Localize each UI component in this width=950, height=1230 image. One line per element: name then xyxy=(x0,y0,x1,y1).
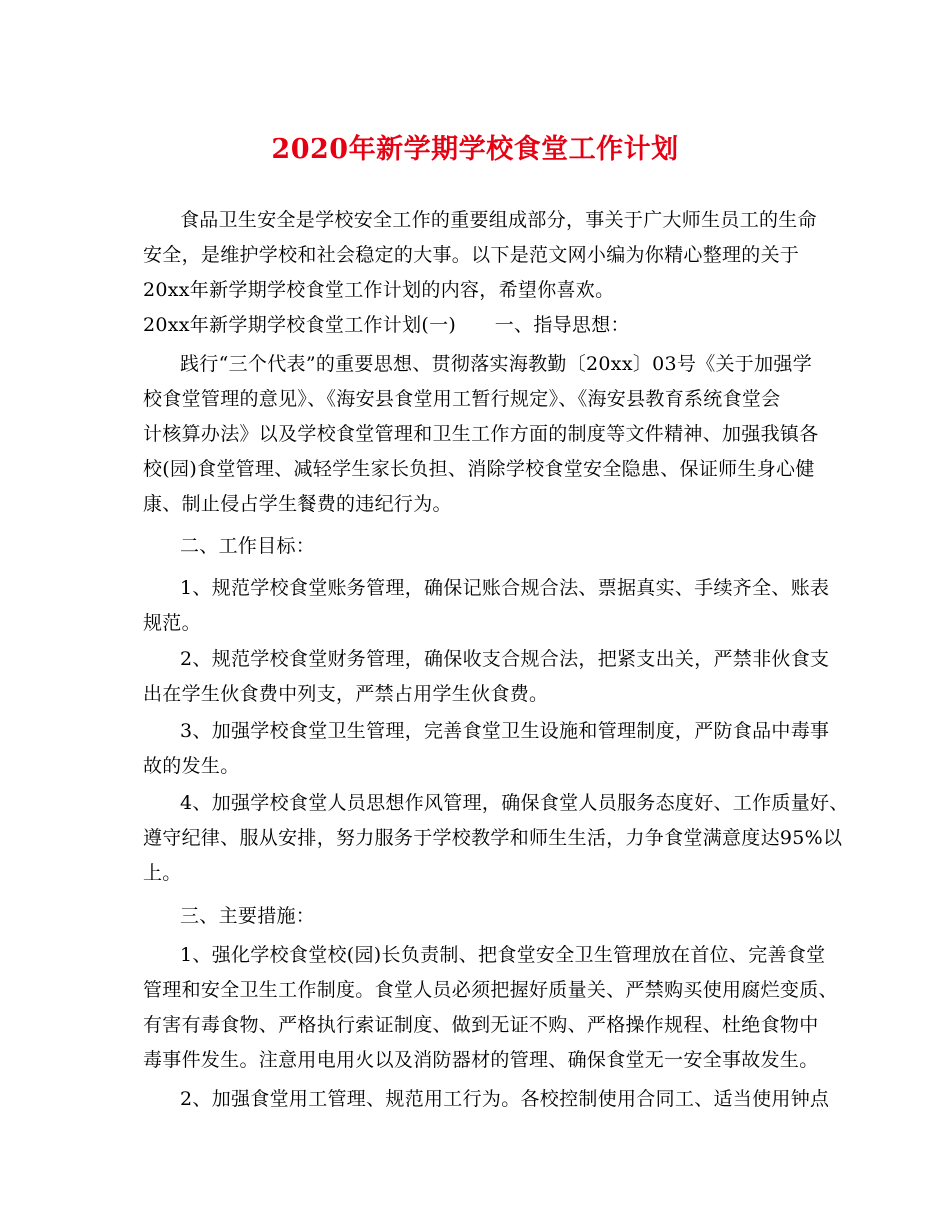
paragraph-line: 有害有毒食物、严格执行索证制度、做到无证不购、严格操作规程、杜绝食物中 xyxy=(143,1014,819,1036)
paragraph-line: 三、主要措施： xyxy=(180,905,316,927)
paragraph-line: 康、制止侵占学生餐费的违纪行为。 xyxy=(143,493,452,515)
document-title: 2020年新学期学校食堂工作计划 xyxy=(271,134,679,165)
paragraph-line: 20xx年新学期学校食堂工作计划(一) 一、指导思想： xyxy=(143,314,630,336)
paragraph-line: 1、强化学校食堂校(园)长负责制、把食堂安全卫生管理放在首位、完善食堂 xyxy=(180,944,826,966)
paragraph-line: 毒事件发生。注意用电用火以及消防器材的管理、确保食堂无一安全事故发生。 xyxy=(143,1049,819,1071)
paragraph-line: 二、工作目标： xyxy=(180,535,316,557)
paragraph-line: 出在学生伙食费中列支，严禁占用学生伙食费。 xyxy=(143,683,549,705)
paragraph-line: 食品卫生安全是学校安全工作的重要组成部分，事关于广大师生员工的生命 xyxy=(180,209,817,231)
paragraph-line: 20xx年新学期学校食堂工作计划的内容，希望你喜欢。 xyxy=(143,279,615,301)
paragraph-line: 校食堂管理的意见》、《海安县食堂用工暂行规定》、《海安县教育系统食堂会 xyxy=(143,388,781,410)
paragraph-line: 管理和安全卫生工作制度。食堂人员必须把握好质量关、严禁购买使用腐烂变质、 xyxy=(143,979,838,1001)
paragraph-line: 校(园)食堂管理、减轻学生家长负担、消除学校食堂安全隐患、保证师生身心健 xyxy=(143,458,815,480)
paragraph-line: 规范。 xyxy=(143,612,201,634)
paragraph-line: 2、加强食堂用工管理、规范用工行为。各校控制使用合同工、适当使用钟点 xyxy=(180,1088,830,1110)
paragraph-line: 计核算办法》以及学校食堂管理和卫生工作方面的制度等文件精神、加强我镇各 xyxy=(143,423,819,445)
paragraph-line: 4、加强学校食堂人员思想作风管理，确保食堂人员服务态度好、工作质量好、 xyxy=(180,792,849,814)
paragraph-line: 安全，是维护学校和社会稳定的大事。以下是范文网小编为你精心整理的关于 xyxy=(143,244,800,266)
paragraph-line: 1、规范学校食堂账务管理，确保记账合规合法、票据真实、手续齐全、账表 xyxy=(180,577,830,599)
paragraph-line: 故的发生。 xyxy=(143,755,240,777)
paragraph-line: 遵守纪律、服从安排，努力服务于学校教学和师生生活，力争食堂满意度达95%以 xyxy=(143,827,843,849)
paragraph-line: 2、规范学校食堂财务管理，确保收支合规合法，把紧支出关，严禁非伙食支 xyxy=(180,648,830,670)
paragraph-line: 践行“三个代表”的重要思想、贯彻落实海教勤〔20xx〕03号《关于加强学 xyxy=(180,353,813,375)
paragraph-line: 上。 xyxy=(143,862,182,884)
paragraph-line: 3、加强学校食堂卫生管理，完善食堂卫生设施和管理制度，严防食品中毒事 xyxy=(180,720,830,742)
